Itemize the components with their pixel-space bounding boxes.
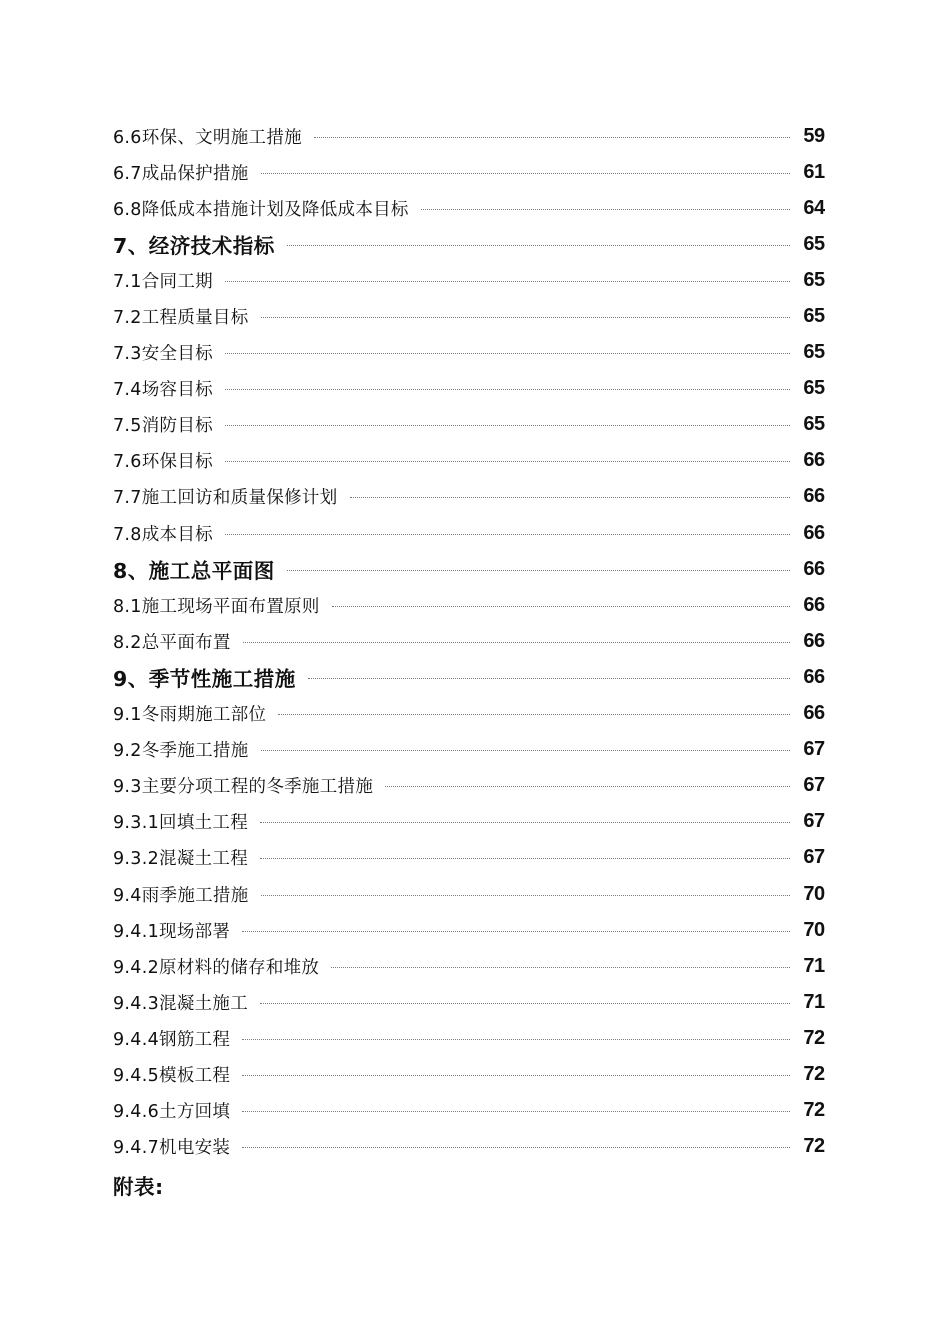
toc-entry[interactable] <box>113 298 838 334</box>
toc-page-number: 70 <box>803 882 825 905</box>
toc-dot-leader <box>261 317 790 318</box>
toc-entry[interactable] <box>113 407 838 443</box>
toc-entry[interactable] <box>113 335 838 371</box>
toc-entry[interactable] <box>113 696 838 732</box>
toc-page-number: 65 <box>803 305 825 328</box>
toc-dot-leader <box>242 1147 790 1148</box>
toc-dot-leader <box>225 425 790 426</box>
toc-entry-title: 7.8成本目标 <box>113 524 213 545</box>
toc-page-number: 66 <box>803 629 825 652</box>
toc-dot-leader <box>421 209 790 210</box>
toc-page-number: 71 <box>803 954 825 977</box>
toc-dot-leader <box>243 642 790 643</box>
toc-page-number: 66 <box>803 665 825 688</box>
toc-entry-title: 7.2工程质量目标 <box>113 308 249 329</box>
toc-page-number: 66 <box>803 593 825 616</box>
toc-entry-title: 7.6环保目标 <box>113 452 213 473</box>
toc-entry-title: 9.4.5模板工程 <box>113 1065 231 1086</box>
toc-entry-title: 6.7成品保护措施 <box>113 163 249 184</box>
toc-page-number: 65 <box>803 232 825 255</box>
toc-dot-leader <box>242 1039 790 1040</box>
toc-page-number: 66 <box>803 485 825 508</box>
toc-page-number: 65 <box>803 413 825 436</box>
toc-chapter-entry[interactable] <box>113 659 838 695</box>
toc-dot-leader <box>385 786 790 787</box>
toc-dot-leader <box>225 353 790 354</box>
toc-entry-title: 8.2总平面布置 <box>113 632 231 653</box>
toc-entry-title: 7.4场容目标 <box>113 380 213 401</box>
toc-entry-title: 9.4.3混凝土施工 <box>113 993 249 1014</box>
toc-dot-leader <box>261 895 790 896</box>
toc-entry[interactable] <box>113 1093 838 1129</box>
toc-page-number: 67 <box>803 846 825 869</box>
toc-dot-leader <box>278 714 790 715</box>
toc-dot-leader <box>287 570 790 571</box>
toc-page-number: 72 <box>803 1026 825 1049</box>
toc-entry[interactable] <box>113 876 838 912</box>
toc-dot-leader <box>225 461 790 462</box>
toc-entry[interactable] <box>113 1129 838 1165</box>
toc-chapter-entry[interactable] <box>113 551 838 587</box>
toc-page-number: 72 <box>803 1135 825 1158</box>
toc-entry[interactable] <box>113 1020 838 1056</box>
toc-entry[interactable] <box>113 840 838 876</box>
toc-entry-title: 8.1施工现场平面布置原则 <box>113 596 320 617</box>
toc-page-number: 67 <box>803 738 825 761</box>
toc-dot-leader <box>225 281 790 282</box>
toc-entry[interactable] <box>113 912 838 948</box>
toc-entry[interactable] <box>113 623 838 659</box>
toc-dot-leader <box>225 534 790 535</box>
toc-dot-leader <box>308 678 790 679</box>
toc-dot-leader <box>242 1111 790 1112</box>
toc-entry-title: 9.3主要分项工程的冬季施工措施 <box>113 777 374 798</box>
toc-page-number: 67 <box>803 810 825 833</box>
toc-entry-title: 9.1冬雨期施工部位 <box>113 705 267 726</box>
toc-entry[interactable] <box>113 804 838 840</box>
toc-dot-leader <box>287 245 790 246</box>
toc-dot-leader <box>260 858 790 859</box>
toc-entry-title: 9.4雨季施工措施 <box>113 885 249 906</box>
toc-page-number: 66 <box>803 521 825 544</box>
toc-entry-title: 9、季节性施工措施 <box>113 667 296 692</box>
toc-entry-title: 6.8降低成本措施计划及降低成本目标 <box>113 199 409 220</box>
toc-page-number: 65 <box>803 341 825 364</box>
toc-page-number: 70 <box>803 918 825 941</box>
toc-dot-leader <box>261 173 790 174</box>
table-of-contents <box>113 118 838 1165</box>
toc-entry[interactable] <box>113 479 838 515</box>
toc-page-number: 61 <box>803 160 825 183</box>
toc-page-number: 72 <box>803 1099 825 1122</box>
toc-dot-leader <box>261 750 790 751</box>
toc-page-number: 59 <box>803 124 825 147</box>
toc-dot-leader <box>332 606 790 607</box>
toc-entry[interactable] <box>113 768 838 804</box>
toc-entry[interactable] <box>113 732 838 768</box>
toc-dot-leader <box>350 497 790 498</box>
toc-entry-title: 7.3安全目标 <box>113 344 213 365</box>
toc-entry-title: 7.7施工回访和质量保修计划 <box>113 488 338 509</box>
toc-page-number: 64 <box>803 196 825 219</box>
toc-entry-title: 8、施工总平面图 <box>113 559 275 584</box>
toc-page-number: 66 <box>803 557 825 580</box>
toc-dot-leader <box>225 389 790 390</box>
toc-page-number: 65 <box>803 268 825 291</box>
toc-entry-title: 7.1合同工期 <box>113 271 213 292</box>
toc-entry-title: 9.4.2原材料的储存和堆放 <box>113 957 320 978</box>
toc-entry-title: 7、经济技术指标 <box>113 234 275 259</box>
toc-entry[interactable] <box>113 443 838 479</box>
toc-entry[interactable] <box>113 190 838 226</box>
toc-entry-title: 9.4.6土方回填 <box>113 1102 231 1123</box>
toc-entry-title: 9.3.2混凝土工程 <box>113 849 249 870</box>
toc-entry-title: 9.4.4钢筋工程 <box>113 1029 231 1050</box>
toc-entry-title: 6.6环保、文明施工措施 <box>113 127 302 148</box>
toc-dot-leader <box>314 137 790 138</box>
toc-entry[interactable] <box>113 1056 838 1092</box>
toc-page-number: 66 <box>803 449 825 472</box>
toc-dot-leader <box>242 931 790 932</box>
toc-page-number: 66 <box>803 702 825 725</box>
toc-entry-title: 7.5消防目标 <box>113 416 213 437</box>
toc-page-number: 65 <box>803 377 825 400</box>
appendix-heading: 附表: <box>113 1175 164 1199</box>
toc-page-number: 67 <box>803 774 825 797</box>
toc-dot-leader <box>260 1003 790 1004</box>
toc-entry[interactable] <box>113 948 838 984</box>
toc-entry[interactable] <box>113 262 838 298</box>
toc-entry[interactable] <box>113 587 838 623</box>
toc-entry[interactable] <box>113 154 838 190</box>
toc-entry[interactable] <box>113 984 838 1020</box>
toc-entry-title: 9.4.1现场部署 <box>113 921 231 942</box>
toc-dot-leader <box>260 822 790 823</box>
toc-dot-leader <box>242 1075 790 1076</box>
toc-dot-leader <box>331 967 790 968</box>
toc-page-number: 72 <box>803 1062 825 1085</box>
toc-page-number: 71 <box>803 990 825 1013</box>
toc-entry-title: 9.4.7机电安装 <box>113 1138 231 1159</box>
toc-entry[interactable] <box>113 371 838 407</box>
toc-chapter-entry[interactable] <box>113 226 838 262</box>
toc-entry[interactable] <box>113 118 838 154</box>
toc-entry[interactable] <box>113 515 838 551</box>
toc-entry-title: 9.2冬季施工措施 <box>113 741 249 762</box>
toc-entry-title: 9.3.1回填土工程 <box>113 813 249 834</box>
